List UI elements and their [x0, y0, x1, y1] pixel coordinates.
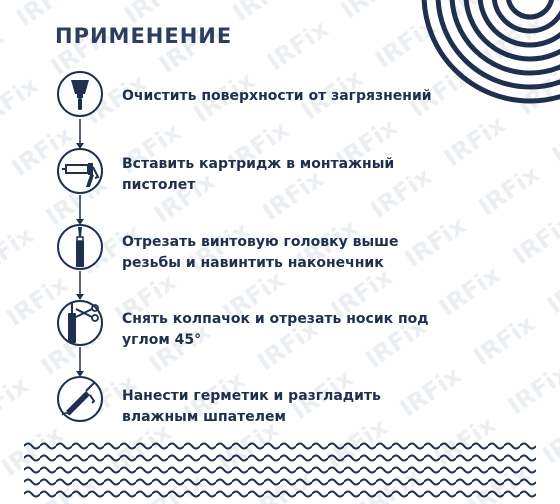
concentric-rings-decoration [420, 0, 560, 110]
step-5-text: Нанести герметик и разгладить влажным шпателем [122, 388, 381, 425]
step-2-text: Вставить картридж в монтажный пистолет [122, 156, 395, 193]
step-1-text: Очистить поверхности от загрязнений [122, 88, 432, 104]
caulking-gun-icon [56, 147, 104, 195]
page-title: ПРИМЕНЕНИЕ [55, 24, 233, 48]
step-3-text: Отрезать винтовую головку выше резьбы и навинтить наконечник [122, 234, 399, 271]
cartridge-scissors-icon [56, 299, 104, 347]
step-4-text: Снять колпачок и отрезать носик под углом 45° [122, 311, 429, 348]
applying-sealant-icon [56, 375, 104, 423]
spatula-icon [56, 70, 104, 118]
wave-lines-decoration [24, 440, 536, 502]
cartridge-nozzle-icon [56, 223, 104, 271]
